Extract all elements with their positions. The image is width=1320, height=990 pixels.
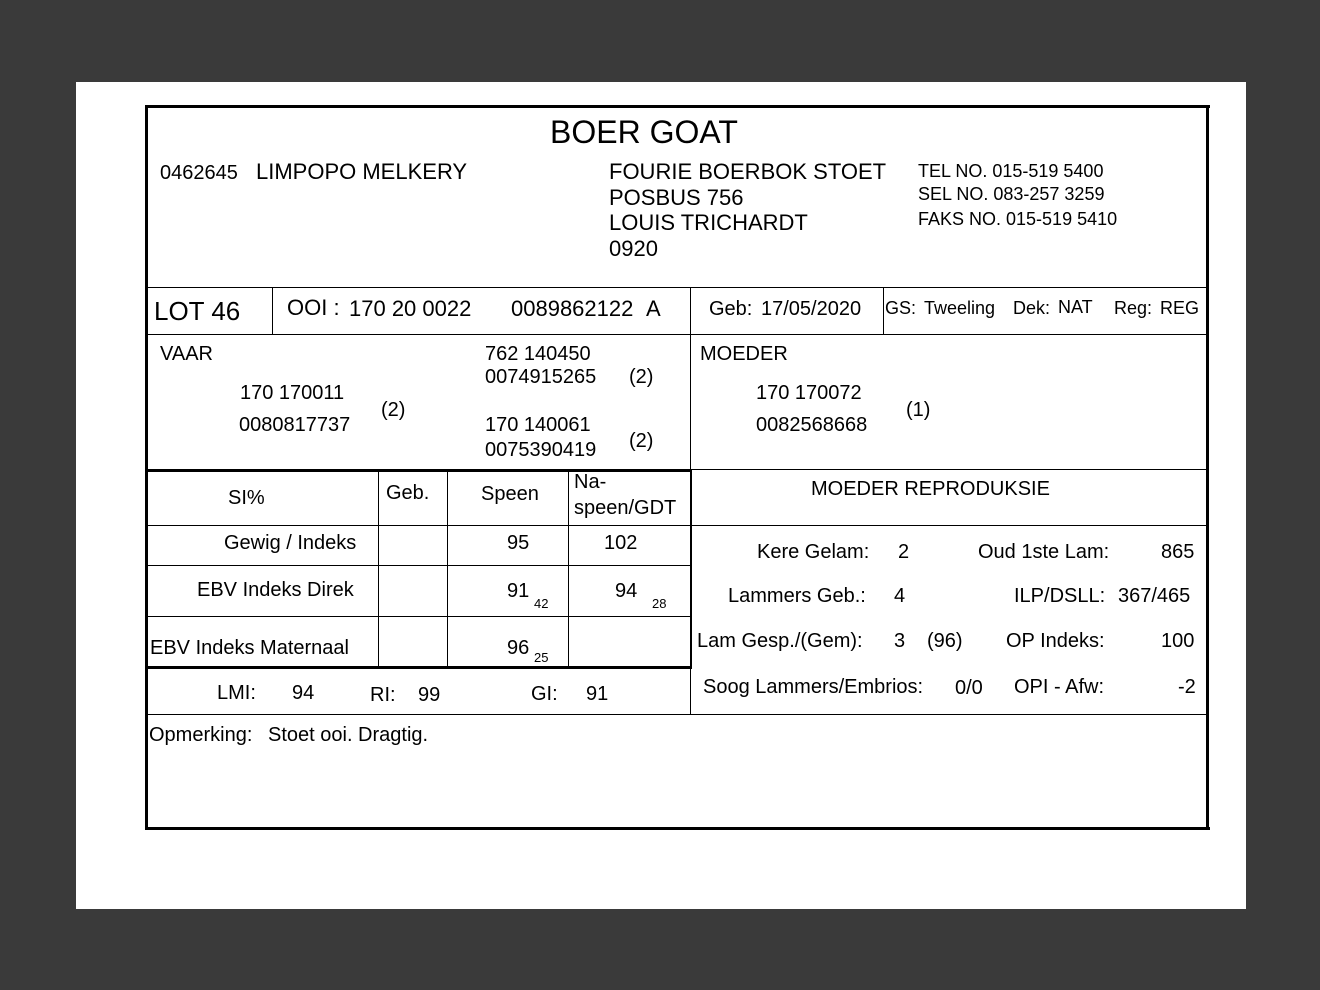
lam-gesp-label: Lam Gesp./(Gem): [697, 630, 863, 652]
dek-label: Dek: [1013, 298, 1051, 318]
breeder-postal-code: 0920 [609, 236, 658, 261]
speen-header: Speen [481, 483, 539, 505]
animal-grade: A [646, 296, 661, 321]
maternaal-speen-value: 96 [507, 637, 530, 659]
dam-id: 170 170072 [756, 382, 862, 404]
paternal-grandsire-id: 762 140450 [485, 343, 591, 365]
direk-speen-value: 91 [507, 580, 530, 602]
ilp-dsll-value: 367/465 [1118, 585, 1191, 607]
breeder-name: FOURIE BOERBOK STOET [609, 159, 887, 184]
reproduction-title: MOEDER REPRODUKSIE [811, 478, 1050, 500]
dam-label: MOEDER [700, 343, 788, 365]
lmi-value: 94 [292, 682, 315, 704]
lam-gesp-value: 3 [894, 630, 906, 652]
gs-label: GS: [885, 298, 917, 318]
member-number: 0462645 [160, 162, 238, 184]
direk-naspeen-value: 94 [615, 580, 638, 602]
geb-header: Geb. [386, 482, 430, 504]
opi-afw-label: OPI - Afw: [1014, 676, 1105, 698]
kere-gelam-label: Kere Gelam: [757, 541, 870, 563]
paternal-granddam-count: (2) [629, 430, 654, 452]
farm-name: LIMPOPO MELKERY [256, 159, 468, 184]
oud-eerste-lam-label: Oud 1ste Lam: [978, 541, 1110, 563]
soog-lammers-label: Soog Lammers/Embrios: [703, 676, 924, 698]
paternal-granddam-registration: 0075390419 [485, 439, 597, 461]
dam-registration: 0082568668 [756, 414, 868, 436]
paternal-grandsire-registration: 0074915265 [485, 366, 597, 388]
sire-progeny-count: (2) [381, 399, 406, 421]
breeder-telephone: TEL NO. 015-519 5400 [918, 161, 1104, 181]
si-header: SI% [228, 487, 265, 509]
birth-label: Geb: [709, 298, 753, 320]
sire-id: 170 170011 [240, 382, 345, 404]
maternaal-speen-accuracy: 25 [534, 650, 549, 665]
reg-label: Reg: [1114, 298, 1153, 318]
naspeen-header-line2: speen/GDT [574, 497, 677, 519]
ilp-dsll-label: ILP/DSLL: [1014, 585, 1106, 607]
row-label-ebv-maternaal: EBV Indeks Maternaal [150, 637, 349, 659]
paternal-granddam-id: 170 140061 [485, 414, 591, 436]
gi-value: 91 [586, 683, 609, 705]
remarks-text: Stoet ooi. Dragtig. [268, 724, 429, 746]
oud-eerste-lam-value: 865 [1161, 541, 1195, 563]
opi-afw-value: -2 [1178, 676, 1196, 698]
card-title: BOER GOAT [550, 114, 738, 150]
breeder-address-line2: LOUIS TRICHARDT [609, 210, 808, 235]
direk-naspeen-accuracy: 28 [652, 596, 667, 611]
breeder-cellphone: SEL NO. 083-257 3259 [918, 184, 1105, 204]
row-label-gewig: Gewig / Indeks [224, 532, 357, 554]
gi-label: GI: [531, 683, 558, 705]
op-indeks-label: OP Indeks: [1006, 630, 1105, 652]
lmi-label: LMI: [217, 682, 256, 704]
naspeen-header-line1: Na- [574, 471, 607, 493]
row-label-ebv-direk: EBV Indeks Direk [197, 579, 354, 601]
paternal-grandsire-count: (2) [629, 366, 654, 388]
lot-number: LOT 46 [154, 296, 241, 326]
sire-label: VAAR [160, 343, 213, 365]
breeder-address-line1: POSBUS 756 [609, 185, 744, 210]
op-indeks-value: 100 [1161, 630, 1195, 652]
ri-label: RI: [370, 684, 396, 706]
soog-lammers-value: 0/0 [955, 677, 983, 699]
animal-registration: 0089862122 [511, 296, 634, 321]
breeder-fax: FAKS NO. 015-519 5410 [918, 209, 1118, 229]
sire-registration: 0080817737 [239, 414, 351, 436]
lammers-geb-label: Lammers Geb.: [728, 585, 866, 607]
gewig-speen-value: 95 [507, 532, 530, 554]
dek-value: NAT [1058, 297, 1093, 317]
remarks-label: Opmerking: [149, 724, 253, 746]
direk-speen-accuracy: 42 [534, 596, 549, 611]
gewig-naspeen-value: 102 [604, 532, 638, 554]
lammers-geb-value: 4 [894, 585, 906, 607]
animal-id: 170 20 0022 [349, 296, 472, 321]
gs-value: Tweeling [924, 298, 996, 318]
ri-value: 99 [418, 684, 441, 706]
sex-label: OOI : [287, 295, 340, 320]
reg-value: REG [1160, 298, 1200, 318]
dam-progeny-count: (1) [906, 399, 931, 421]
kere-gelam-value: 2 [898, 541, 910, 563]
birth-date: 17/05/2020 [761, 298, 862, 320]
lam-gesp-average: (96) [927, 630, 963, 652]
